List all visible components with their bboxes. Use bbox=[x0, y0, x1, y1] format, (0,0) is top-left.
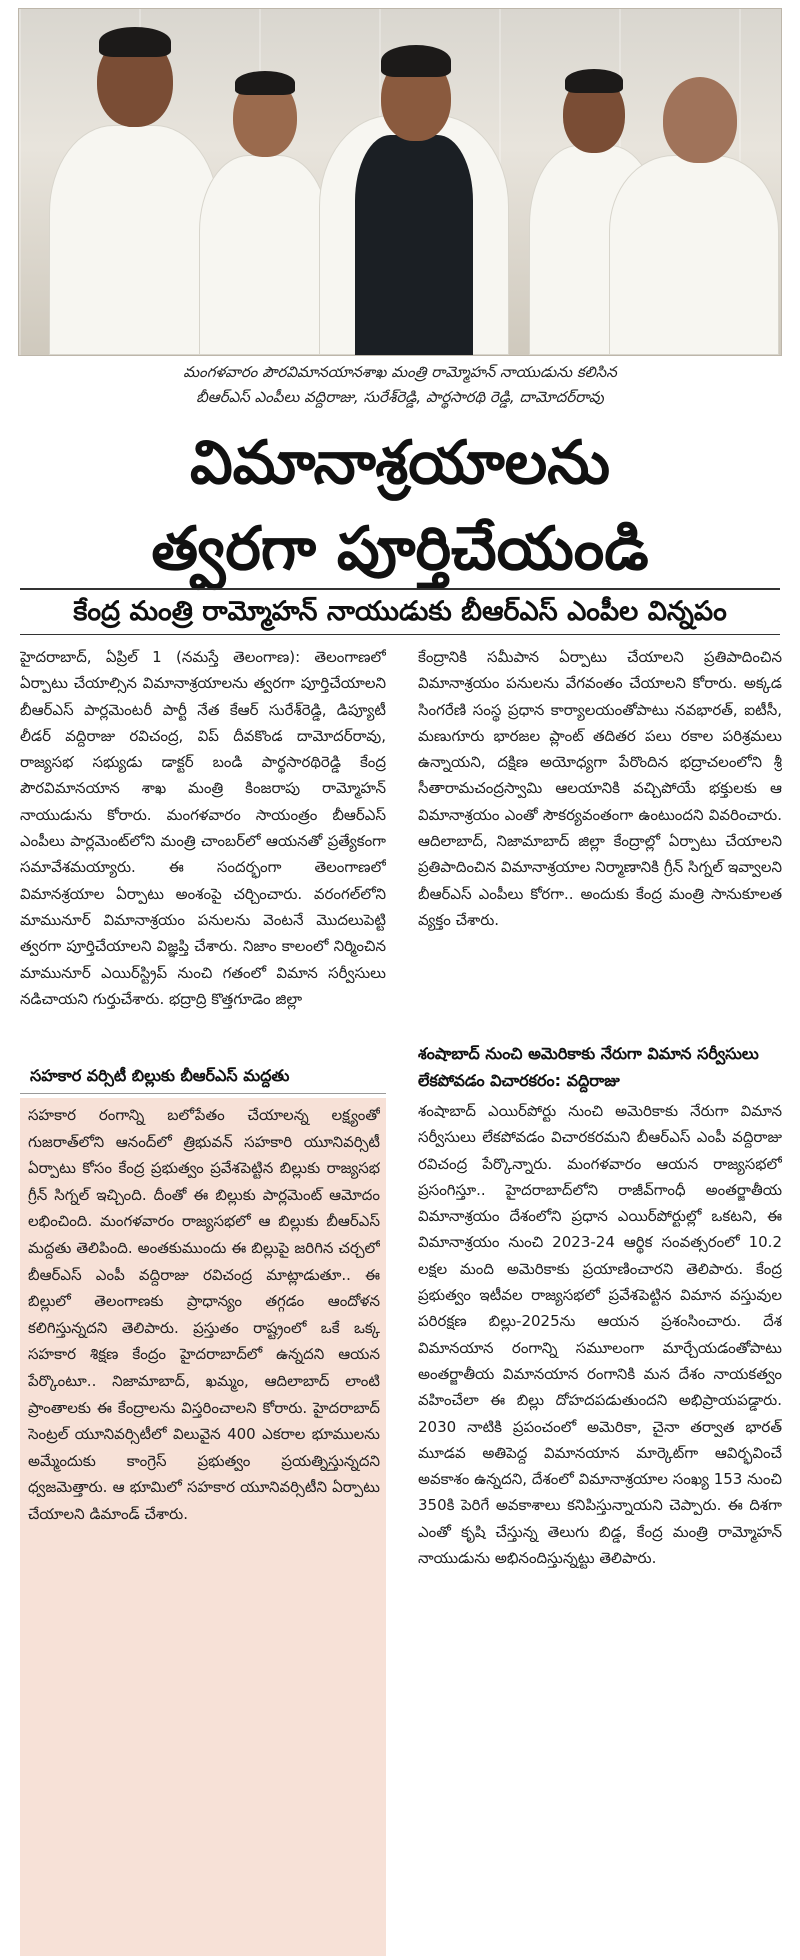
article-column-2 bbox=[418, 644, 782, 1034]
subheadline: కేంద్ర మంత్రి రామ్మోహన్ నాయుడుకు బీఆర్ఎస్ ఎంపీల విన్నపం bbox=[73, 596, 727, 627]
side-story-heading: శంషాబాద్ నుంచి అమెరికాకు నేరుగా విమాన సర్వీసులు లేకపోవడం విచారకరం: వద్దిరాజు bbox=[418, 1044, 759, 1090]
person-3 bbox=[319, 35, 509, 355]
headline-line-1: విమానాశ్రయాలను bbox=[189, 428, 611, 498]
rule-bottom bbox=[20, 634, 780, 635]
news-photo bbox=[18, 8, 782, 356]
rule-top bbox=[20, 588, 780, 590]
article-col2-text: కేంద్రానికి సమీపాన ఏర్పాటు చేయాలని ప్రతిపాదించిన విమానాశ్రయం పనులను వేగవంతం చేయాలని కోరారు. అక్కడ సింగరేణి సంస్థ ప్రధాన కార్యాలయంతోపాటు నవభారత్, ఐటీసీ, మణుగూరు భారజల ప్లాంట్ తదితర పలు రకాల పరిశ్రమలు ఉన్నాయని, దక్షిణ అయోధ్యగా పేరొందిన భద్రాచలంలోని శ్రీ సీతారామచంద్రస్వామి ఆలయానికి వచ్చిపోయే భక్తులకు ఆ విమానాశ్రయం ఎంతో సౌకర్యవంతంగా ఉంటుందని వివరించారు. ఆదిలాబాద్, నిజామాబాద్ జిల్లా కేంద్రాల్లో ఏర్పాటు చేయాలని ప్రతిపాదించిన విమానాశ్రయాల నిర్మాణానికి గ్రీన్ సిగ్నల్ ఇవ్వాలని బీఆర్ఎస్ ఎంపీలు కోరగా.. అందుకు కేంద్ర మంత్రి సానుకూలత వ్యక్తం చేశారు. bbox=[418, 648, 782, 929]
photo-caption bbox=[70, 360, 730, 412]
person-5 bbox=[609, 55, 779, 355]
sidebar-box-text-container bbox=[28, 1102, 380, 1952]
sidebar-box-text: సహకార రంగాన్ని బలోపేతం చేయాలన్న లక్ష్యంతో గుజరాత్‌లోని ఆనంద్‌లో త్రిభువన్ సహకారి యూనివర్సిటీ ఏర్పాటు కోసం కేంద్ర ప్రభుత్వం ప్రవేశపెట్టిన బిల్లుకు రాజ్యసభ గ్రీన్ సిగ్నల్ ఇచ్చింది. దీంతో ఈ బిల్లుకు పార్లమెంట్ ఆమోదం లభించింది. మంగళవారం రాజ్యసభలో ఆ బిల్లుకు బీఆర్ఎస్ మద్దతు తెలిపింది. అంతకుముందు ఈ బిల్లుపై జరిగిన చర్చలో బీఆర్ఎస్ ఎంపీ వద్దిరాజు రవిచంద్ర మాట్లాడుతూ.. ఈ బిల్లులో తెలంగాణకు ప్రాధాన్యం తగ్గడం ఆందోళన కలిగిస్తున్నదని తెలిపారు. ప్రస్తుతం రాష్ట్రంలో ఒకే ఒక్క సహకార శిక్షణ కేంద్రం హైదరాబాద్‌లో ఉన్నదని ఆయన పేర్కొంటూ.. నిజామాబాద్, ఖమ్మం, ఆదిలాబాద్ లాంటి ప్రాంతాలకు ఈ కేంద్రాలను విస్తరించాలని కోరారు. హైదరాబాద్ సెంట్రల్ యూనివర్సిటీలో విలువైన 400 ఎకరాల భూములను అమ్మేందుకు కాంగ్రెస్ ప్రభుత్వం ప్రయత్నిస్తున్నదని ధ్వజమెత్తారు. ఆ భూమిలో సహకార యూనివర్సిటీని ఏర్పాటు చేయాలని డిమాండ్ చేశారు. bbox=[28, 1106, 380, 1523]
article-col1-text: హైదరాబాద్, ఏప్రిల్ 1 (నమస్తే తెలంగాణ): తెలంగాణలో ఏర్పాటు చేయాల్సిన విమానాశ్రయాలను త్వరగా పూర్తిచేయాలని బీఆర్ఎస్ పార్లమెంటరీ పార్టీ నేత కేఆర్ సురేశ్‌రెడ్డి, డిప్యూటీ లీడర్ వద్దిరాజు రవిచంద్ర, విప్ దీవకొండ దామోదర్‌రావు, రాజ్యసభ సభ్యుడు డాక్టర్ బండి పార్థసారథిరెడ్డి కేంద్ర పౌరవిమానయాన శాఖ మంత్రి కింజరాపు రామ్మోహన్ నాయుడును కోరారు. మంగళవారం సాయంత్రం బీఆర్ఎస్ ఎంపీలు పార్లమెంట్‌లోని మంత్రి చాంబర్‌లో ఆయనతో ప్రత్యేకంగా సమావేశమయ్యారు. ఈ సందర్భంగా తెలంగాణలో విమానశ్రయాల ఏర్పాటు అంశంపై చర్చించారు. వరంగల్‌లోని మామునూర్ విమానాశ్రయం పనులను వెంటనే మొదలుపెట్టి త్వరగా పూర్తిచేయాలని విజ్ఞప్తి చేశారు. నిజాం కాలంలో నిర్మించిన మామునూర్ ఎయిర్‌స్ట్రిప్ నుంచి గతంలో విమాన సర్వీసులు నడిచాయని గుర్తుచేశారు. భద్రాద్రి కొత్తగూడెం జిల్లా bbox=[20, 648, 386, 1008]
article-column-1 bbox=[20, 644, 386, 1056]
sidebar-box-heading: సహకార వర్సిటీ బిల్లుకు బీఆర్ఎస్ మద్దతు bbox=[20, 1060, 386, 1094]
side-story-column bbox=[418, 1098, 782, 1956]
caption-line-2: బీఆర్ఎస్ ఎంపీలు వద్దిరాజు, సురేశ్‌రెడ్డి, పార్థసారథి రెడ్డి, దామోదర్‌రావు bbox=[196, 388, 604, 406]
person-1 bbox=[49, 15, 219, 355]
caption-line-1: మంగళవారం పౌరవిమానయానశాఖ మంత్రి రామ్మోహన్ నాయుడును కలిసిన bbox=[183, 363, 617, 381]
side-story-text: శంషాబాద్ ఎయిర్‌పోర్టు నుంచి అమెరికాకు నేరుగా విమాన సర్వీసులు లేకపోవడం విచారకరమని బీఆర్ఎస్ ఎంపీ వద్దిరాజు రవిచంద్ర పేర్కొన్నారు. మంగళవారం ఆయన రాజ్యసభలో ప్రసంగిస్తూ.. హైదరాబాద్‌లోని రాజీవ్‌గాంధీ అంతర్జాతీయ విమానాశ్రయం దేశంలోని ప్రధాన ఎయిర్‌పోర్టుల్లో ఒకటని, ఈ విమానాశ్రయం నుంచి 2023-24 ఆర్థిక సంవత్సరంలో 10.2 లక్షల మంది అమెరికాకు ప్రయాణించారని తెలిపారు. కేంద్ర ప్రభుత్వం ఇటీవల రాజ్యసభలో ప్రవేశపెట్టిన విమాన వస్తువుల పరిరక్షణ బిల్లు-2025ను ఆయన ప్రశంసించారు. దేశ విమానయాన రంగాన్ని సమూలంగా మార్చేయడంతోపాటు అంతర్జాతీయ విమానయాన రంగానికి మన దేశం నాయకత్వం వహించేలా ఈ బిల్లు దోహదపడుతుందని అభిప్రాయపడ్డారు. 2030 నాటికి ప్రపంచంలో అమెరికా, చైనా తర్వాత భారత్ మూడవ అతిపెద్ద విమానయాన మార్కెట్‌గా ఆవిర్భవించే అవకాశం ఉన్నదని, దేశంలో విమానాశ్రయాల సంఖ్య 153 నుంచి 350కి పెరిగే అవకాశాలు కనిపిస్తున్నాయని చెప్పారు. ఈ దిశగా ఎంతో కృషి చేస్తున్న తెలుగు బిడ్డ, కేంద్ర మంత్రి రామ్మోహన్ నాయుడును అభినందిస్తున్నట్టు తెలిపారు. bbox=[418, 1102, 782, 1568]
person-2 bbox=[199, 55, 329, 355]
headline-line-2: త్వరగా పూర్తిచేయండి bbox=[151, 514, 649, 584]
headline bbox=[20, 420, 780, 592]
